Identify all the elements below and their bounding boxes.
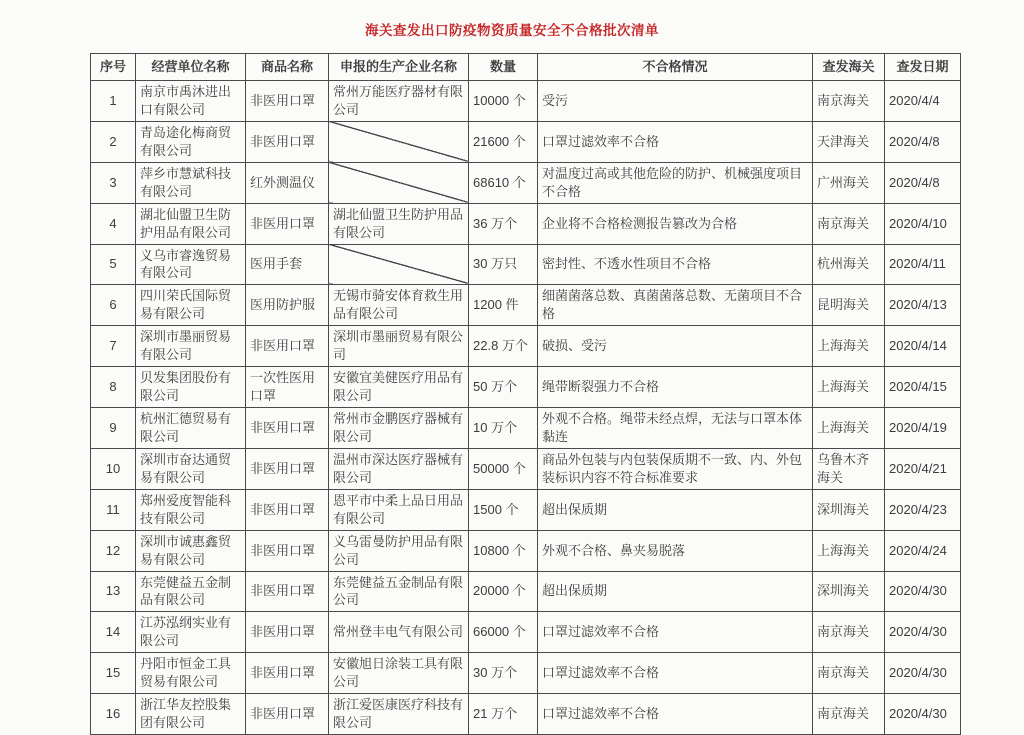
cell-date: 2020/4/13 [885, 285, 961, 326]
cell-quantity: 30 万只 [469, 244, 538, 285]
cell-customs: 南京海关 [813, 694, 885, 735]
cell-product: 非医用口罩 [246, 408, 329, 449]
cell-no: 15 [91, 653, 136, 694]
cell-manufacturer: 常州登丰电气有限公司 [329, 612, 469, 653]
cell-customs: 南京海关 [813, 612, 885, 653]
cell-issue: 破损、受污 [538, 326, 813, 367]
cell-company: 湖北仙盟卫生防护用品有限公司 [136, 203, 246, 244]
cell-quantity: 22.8 万个 [469, 326, 538, 367]
column-header: 数量 [469, 54, 538, 81]
column-header: 经营单位名称 [136, 54, 246, 81]
cell-issue: 密封性、不透水性项目不合格 [538, 244, 813, 285]
cell-customs: 上海海关 [813, 408, 885, 449]
cell-manufacturer: 常州市金鹏医疗器械有限公司 [329, 408, 469, 449]
table-row [91, 121, 961, 162]
table-row [91, 285, 961, 326]
cell-product: 非医用口罩 [246, 121, 329, 162]
cell-no: 14 [91, 612, 136, 653]
cell-issue: 超出保质期 [538, 489, 813, 530]
cell-issue: 受污 [538, 81, 813, 122]
cell-customs: 南京海关 [813, 81, 885, 122]
cell-issue: 外观不合格、鼻夹易脱落 [538, 530, 813, 571]
cell-company: 浙江华友控股集团有限公司 [136, 694, 246, 735]
table-header-row [91, 54, 961, 81]
table-row [91, 244, 961, 285]
cell-no: 6 [91, 285, 136, 326]
cell-no: 13 [91, 571, 136, 612]
cell-product: 非医用口罩 [246, 326, 329, 367]
cell-customs: 上海海关 [813, 326, 885, 367]
cell-company: 江苏泓纲实业有限公司 [136, 612, 246, 653]
cell-date: 2020/4/24 [885, 530, 961, 571]
cell-manufacturer-empty-slash [329, 244, 469, 285]
cell-quantity: 10000 个 [469, 81, 538, 122]
cell-company: 杭州汇德贸易有限公司 [136, 408, 246, 449]
cell-no: 1 [91, 81, 136, 122]
cell-company: 深圳市奋达通贸易有限公司 [136, 448, 246, 489]
cell-customs: 深圳海关 [813, 571, 885, 612]
cell-product: 非医用口罩 [246, 571, 329, 612]
cell-no: 5 [91, 244, 136, 285]
cell-date: 2020/4/14 [885, 326, 961, 367]
cell-manufacturer: 深圳市墨丽贸易有限公司 [329, 326, 469, 367]
cell-date: 2020/4/30 [885, 571, 961, 612]
cell-product: 医用防护服 [246, 285, 329, 326]
cell-issue: 商品外包装与内包装保质期不一致、内、外包装标识内容不符合标准要求 [538, 448, 813, 489]
cell-company: 贝发集团股份有限公司 [136, 367, 246, 408]
cell-company: 丹阳市恒金工具贸易有限公司 [136, 653, 246, 694]
cell-no: 9 [91, 408, 136, 449]
cell-quantity: 30 万个 [469, 653, 538, 694]
cell-company: 深圳市墨丽贸易有限公司 [136, 326, 246, 367]
cell-quantity: 21 万个 [469, 694, 538, 735]
cell-no: 2 [91, 121, 136, 162]
cell-no: 16 [91, 694, 136, 735]
table-row [91, 326, 961, 367]
table-row [91, 489, 961, 530]
table-row [91, 571, 961, 612]
cell-quantity: 68610 个 [469, 162, 538, 203]
cell-quantity: 10 万个 [469, 408, 538, 449]
table-row [91, 367, 961, 408]
cell-manufacturer: 浙江爱医康医疗科技有限公司 [329, 694, 469, 735]
cell-date: 2020/4/15 [885, 367, 961, 408]
cell-date: 2020/4/10 [885, 203, 961, 244]
cell-manufacturer-empty-slash [329, 162, 469, 203]
table-row [91, 408, 961, 449]
noncompliance-table [90, 53, 961, 735]
cell-company: 青岛途化梅商贸有限公司 [136, 121, 246, 162]
cell-quantity: 50 万个 [469, 367, 538, 408]
cell-manufacturer: 湖北仙盟卫生防护用品有限公司 [329, 203, 469, 244]
cell-issue: 口罩过滤效率不合格 [538, 653, 813, 694]
column-header: 查发日期 [885, 54, 961, 81]
cell-company: 郑州爱度智能科技有限公司 [136, 489, 246, 530]
cell-quantity: 10800 个 [469, 530, 538, 571]
cell-company: 义乌市睿逸贸易有限公司 [136, 244, 246, 285]
cell-customs: 昆明海关 [813, 285, 885, 326]
cell-product: 非医用口罩 [246, 653, 329, 694]
cell-no: 10 [91, 448, 136, 489]
cell-product: 红外测温仪 [246, 162, 329, 203]
cell-quantity: 50000 个 [469, 448, 538, 489]
cell-quantity: 1200 件 [469, 285, 538, 326]
cell-customs: 天津海关 [813, 121, 885, 162]
cell-product: 一次性医用口罩 [246, 367, 329, 408]
cell-manufacturer-empty-slash [329, 121, 469, 162]
table-row [91, 448, 961, 489]
table-row [91, 530, 961, 571]
column-header: 序号 [91, 54, 136, 81]
cell-date: 2020/4/8 [885, 121, 961, 162]
cell-manufacturer: 温州市深达医疗器械有限公司 [329, 448, 469, 489]
column-header: 商品名称 [246, 54, 329, 81]
table-body [91, 81, 961, 735]
cell-product: 非医用口罩 [246, 612, 329, 653]
cell-issue: 口罩过滤效率不合格 [538, 121, 813, 162]
cell-customs: 上海海关 [813, 530, 885, 571]
cell-customs: 杭州海关 [813, 244, 885, 285]
cell-date: 2020/4/30 [885, 653, 961, 694]
cell-no: 12 [91, 530, 136, 571]
cell-customs: 南京海关 [813, 203, 885, 244]
table-row [91, 162, 961, 203]
cell-customs: 南京海关 [813, 653, 885, 694]
cell-company: 深圳市诚惠鑫贸易有限公司 [136, 530, 246, 571]
cell-manufacturer: 安徽旭日涂装工具有限公司 [329, 653, 469, 694]
cell-date: 2020/4/30 [885, 694, 961, 735]
cell-product: 非医用口罩 [246, 448, 329, 489]
cell-customs: 乌鲁木齐海关 [813, 448, 885, 489]
cell-quantity: 21600 个 [469, 121, 538, 162]
cell-company: 南京市禹沐进出口有限公司 [136, 81, 246, 122]
cell-manufacturer: 常州万能医疗器材有限公司 [329, 81, 469, 122]
cell-no: 7 [91, 326, 136, 367]
cell-date: 2020/4/11 [885, 244, 961, 285]
cell-company: 四川荣氏国际贸易有限公司 [136, 285, 246, 326]
cell-product: 非医用口罩 [246, 530, 329, 571]
table-row [91, 81, 961, 122]
cell-product: 非医用口罩 [246, 694, 329, 735]
cell-date: 2020/4/19 [885, 408, 961, 449]
cell-date: 2020/4/30 [885, 612, 961, 653]
page-title: 海关查发出口防疫物资质量安全不合格批次清单 [365, 23, 659, 38]
cell-manufacturer: 恩平市中柔上品日用品有限公司 [329, 489, 469, 530]
cell-quantity: 20000 个 [469, 571, 538, 612]
cell-quantity: 36 万个 [469, 203, 538, 244]
cell-no: 8 [91, 367, 136, 408]
column-header: 申报的生产企业名称 [329, 54, 469, 81]
cell-no: 4 [91, 203, 136, 244]
cell-no: 11 [91, 489, 136, 530]
column-header: 查发海关 [813, 54, 885, 81]
cell-product: 医用手套 [246, 244, 329, 285]
cell-date: 2020/4/8 [885, 162, 961, 203]
cell-issue: 口罩过滤效率不合格 [538, 612, 813, 653]
cell-issue: 口罩过滤效率不合格 [538, 694, 813, 735]
cell-issue: 对温度过高或其他危险的防护、机械强度项目不合格 [538, 162, 813, 203]
cell-issue: 企业将不合格检测报告篡改为合格 [538, 203, 813, 244]
cell-customs: 广州海关 [813, 162, 885, 203]
table-row [91, 203, 961, 244]
cell-date: 2020/4/4 [885, 81, 961, 122]
cell-customs: 上海海关 [813, 367, 885, 408]
cell-product: 非医用口罩 [246, 489, 329, 530]
cell-company: 萍乡市慧斌科技有限公司 [136, 162, 246, 203]
cell-manufacturer: 无锡市骑安体育救生用品有限公司 [329, 285, 469, 326]
table-row [91, 653, 961, 694]
cell-product: 非医用口罩 [246, 203, 329, 244]
cell-manufacturer: 安徽宜美健医疗用品有限公司 [329, 367, 469, 408]
cell-customs: 深圳海关 [813, 489, 885, 530]
cell-quantity: 66000 个 [469, 612, 538, 653]
cell-issue: 外观不合格。绳带未经点焊，无法与口罩本体黏连 [538, 408, 813, 449]
cell-quantity: 1500 个 [469, 489, 538, 530]
cell-manufacturer: 义乌雷曼防护用品有限公司 [329, 530, 469, 571]
cell-date: 2020/4/23 [885, 489, 961, 530]
cell-issue: 超出保质期 [538, 571, 813, 612]
cell-manufacturer: 东莞健益五金制品有限公司 [329, 571, 469, 612]
cell-date: 2020/4/21 [885, 448, 961, 489]
table-row [91, 612, 961, 653]
table-row [91, 694, 961, 735]
cell-no: 3 [91, 162, 136, 203]
cell-issue: 绳带断裂强力不合格 [538, 367, 813, 408]
column-header: 不合格情况 [538, 54, 813, 81]
cell-product: 非医用口罩 [246, 81, 329, 122]
cell-issue: 细菌菌落总数、真菌菌落总数、无菌项目不合格 [538, 285, 813, 326]
cell-company: 东莞健益五金制品有限公司 [136, 571, 246, 612]
